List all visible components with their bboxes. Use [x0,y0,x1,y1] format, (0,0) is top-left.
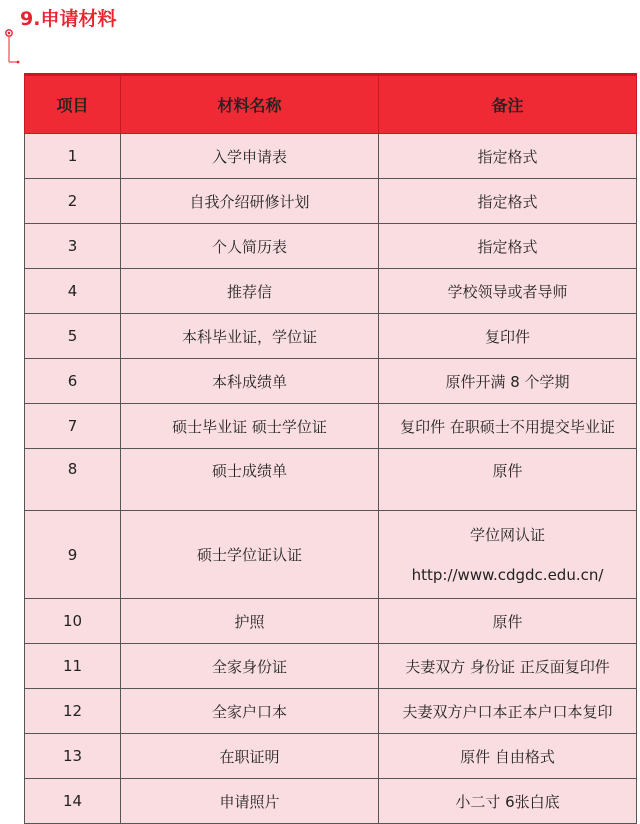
table-row [25,314,637,359]
table-row [25,689,637,734]
material-note: 学校领导或者导师 [379,269,637,314]
table-row [25,734,637,779]
material-note-cell [379,511,637,599]
material-note: 指定格式 [379,224,637,269]
table-row [25,644,637,689]
materials-table [24,73,636,824]
row-number: 11 [25,644,121,689]
row-number: 5 [25,314,121,359]
material-note: 原件开满 8 个学期 [379,359,637,404]
material-name: 本科成绩单 [121,359,379,404]
material-name: 本科毕业证，学位证 [121,314,379,359]
title-marker-icon [4,29,20,67]
row-number: 3 [25,224,121,269]
material-name: 个人简历表 [121,224,379,269]
material-note: 原件 自由格式 [379,734,637,779]
table-row [25,179,637,224]
material-note: 原件 [379,599,637,644]
material-name: 硕士毕业证 硕士学位证 [121,404,379,449]
table-row [25,359,637,404]
row-number: 7 [25,404,121,449]
material-name: 入学申请表 [121,134,379,179]
material-name: 推荐信 [121,269,379,314]
table-row [25,404,637,449]
table-row [25,599,637,644]
row-number: 1 [25,134,121,179]
material-name: 硕士学位证认证 [121,511,379,599]
header-material-name: 材料名称 [121,75,379,134]
section-title: 9.申请材料 [20,8,117,30]
material-note: 夫妻双方 身份证 正反面复印件 [379,644,637,689]
material-note: 夫妻双方户口本正本户口本复印 [379,689,637,734]
material-name: 自我介绍研修计划 [121,179,379,224]
table-row [25,779,637,824]
row-number: 13 [25,734,121,779]
row-number: 4 [25,269,121,314]
table-row [25,224,637,269]
material-note: 复印件 在职硕士不用提交毕业证 [379,404,637,449]
material-name: 硕士成绩单 [121,449,379,511]
material-name: 护照 [121,599,379,644]
row-number: 2 [25,179,121,224]
header-note: 备注 [379,75,637,134]
material-name: 申请照片 [121,779,379,824]
material-note: 小二寸 6张白底 [379,779,637,824]
row-number: 14 [25,779,121,824]
material-note: 复印件 [379,314,637,359]
material-name: 全家户口本 [121,689,379,734]
row-number: 12 [25,689,121,734]
table-row [25,511,637,599]
material-name: 在职证明 [121,734,379,779]
row-number: 9 [25,511,121,599]
row-number: 6 [25,359,121,404]
row-number: 10 [25,599,121,644]
material-note: 学位网认证 [469,525,545,544]
table-row [25,449,637,511]
table-header-row [25,75,637,134]
material-name: 全家身份证 [121,644,379,689]
material-note-url: http://www.cdgdc.edu.cn/ [411,565,604,584]
material-note: 原件 [379,449,637,511]
table-row [25,134,637,179]
header-item: 项目 [25,75,121,134]
material-note: 指定格式 [379,134,637,179]
row-number: 8 [25,449,121,511]
table-row [25,269,637,314]
material-note: 指定格式 [379,179,637,224]
